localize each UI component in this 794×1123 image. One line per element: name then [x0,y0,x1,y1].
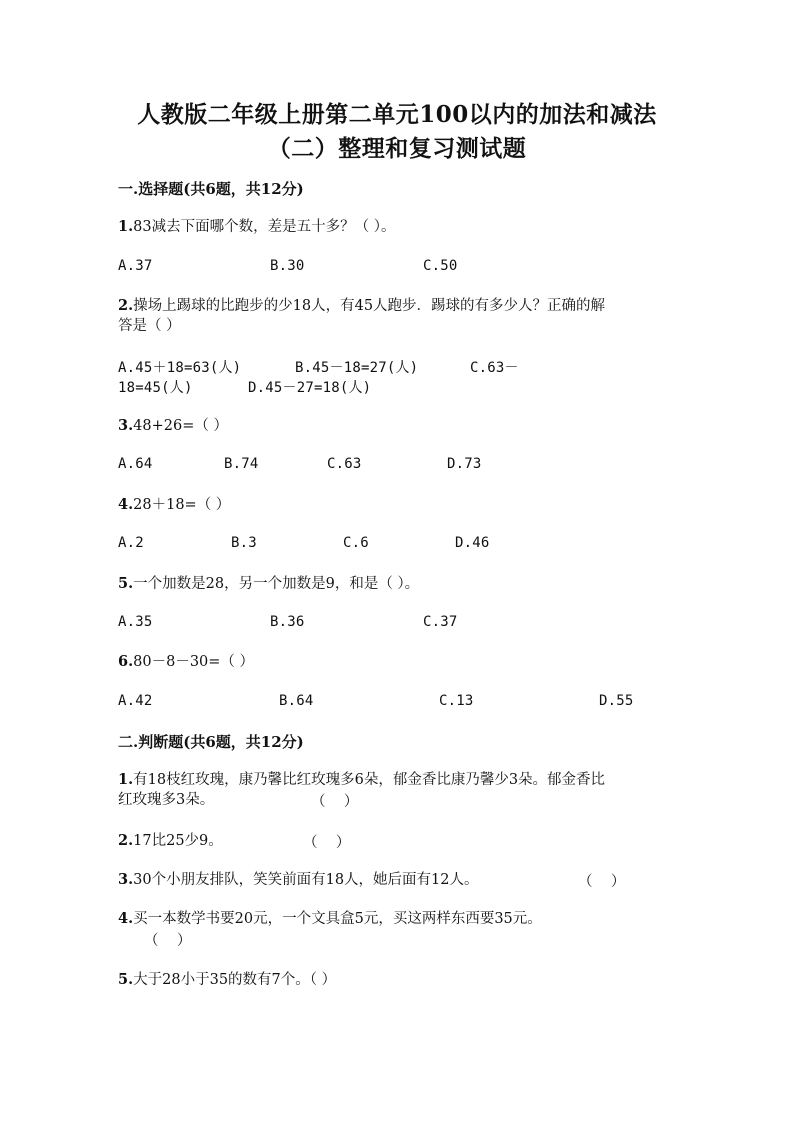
question-text: 大于28小于35的数有7个。（ ） [133,972,337,988]
question-text: 28＋18=（ ） [133,497,231,513]
judge-question-1-line2: 红玫瑰多3朵。 [118,792,215,808]
judge-question-3 [118,870,479,890]
choice-5-option-c: C.37 [423,614,458,630]
choice-4-option-b: B.3 [231,535,257,551]
choice-3-option-c: C.63 [327,456,362,472]
section-choice-heading: 一.选择题(共6题，共12分) [118,180,304,198]
question-text: 83减去下面哪个数，差是五十多？（ ）。 [133,219,396,235]
choice-question-5 [118,574,419,594]
question-number: 1. [118,771,134,788]
answer-blank[interactable]: （ ） [311,794,359,810]
question-text: 操场上踢球的比跑步的少18人，有45人跑步．踢球的有多少人？正确的解 [133,298,606,314]
question-number: 2. [118,297,134,314]
page-title-line1: 人教版二年级上册第二单元100以内的加法和减法 [137,101,657,128]
choice-4-option-d: D.46 [455,535,490,551]
answer-blank[interactable]: （ ） [144,933,192,949]
choice-3-option-b: B.74 [224,456,259,472]
answer-blank[interactable]: （ ） [578,874,626,890]
choice-5-option-b: B.36 [270,614,305,630]
question-number: 3. [118,871,134,888]
question-number: 5. [118,575,134,592]
choice-question-2-line2: 答是（ ） [118,318,181,334]
choice-3-option-a: A.64 [118,456,153,472]
section-judge-heading: 二.判断题(共6题，共12分) [118,733,304,751]
choice-2-option-c-part2: 18=45(人) [118,380,193,396]
choice-question-3 [118,416,228,436]
question-number: 2. [118,832,134,849]
question-number: 6. [118,653,134,670]
question-text: 48+26=（ ） [133,418,228,434]
question-text: 30个小朋友排队，笑笑前面有18人，她后面有12人。 [133,872,479,888]
question-text: 17比25少9。 [133,833,223,849]
choice-6-option-a: A.42 [118,693,153,709]
question-number: 4. [118,910,134,927]
judge-question-1-line1 [118,770,605,790]
choice-2-option-c-part1: C.63－ [470,360,519,376]
question-text: 80－8－30=（ ） [133,654,255,670]
choice-6-option-d: D.55 [599,693,634,709]
choice-4-option-c: C.6 [343,535,369,551]
question-text: 一个加数是28，另一个加数是9，和是（ ）。 [133,576,420,592]
question-number: 5. [118,971,134,988]
choice-5-option-a: A.35 [118,614,153,630]
choice-question-4 [118,495,230,515]
choice-4-option-a: A.2 [118,535,144,551]
question-number: 1. [118,218,134,235]
judge-question-4 [118,909,542,929]
choice-question-2-line1 [118,296,605,316]
choice-2-option-b: B.45－18=27(人) [295,360,419,376]
judge-question-5 [118,970,336,990]
choice-6-option-c: C.13 [439,693,474,709]
choice-question-6 [118,652,254,672]
choice-3-option-d: D.73 [447,456,482,472]
judge-question-2 [118,831,223,851]
choice-2-option-a: A.45＋18=63(人) [118,360,242,376]
question-number: 4. [118,496,134,513]
answer-blank[interactable]: （ ） [303,835,351,851]
page-title-line2: （二）整理和复习测试题 [267,135,527,162]
choice-1-option-a: A.37 [118,258,153,274]
question-text: 有18枝红玫瑰，康乃馨比红玫瑰多6朵，郁金香比康乃馨少3朵。郁金香比 [133,772,606,788]
choice-2-option-d: D.45－27=18(人) [248,380,372,396]
question-number: 3. [118,417,134,434]
choice-6-option-b: B.64 [279,693,314,709]
choice-1-option-b: B.30 [270,258,305,274]
question-text: 买一本数学书要20元，一个文具盒5元，买这两样东西要35元。 [133,911,542,927]
choice-question-1 [118,217,395,237]
choice-1-option-c: C.50 [423,258,458,274]
